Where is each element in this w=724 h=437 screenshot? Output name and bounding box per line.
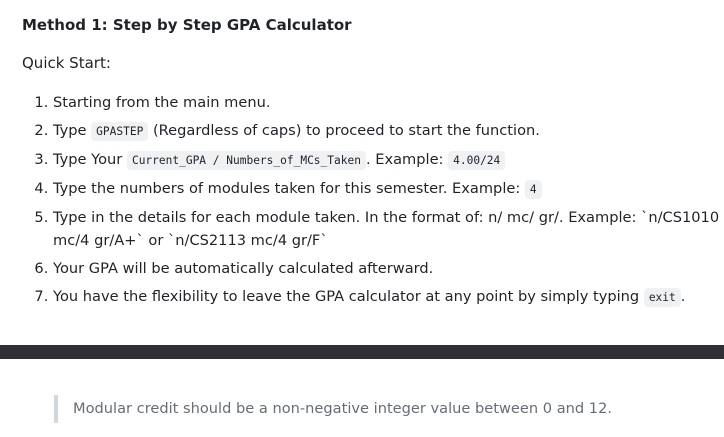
steps-list: [20, 91, 724, 314]
step-item-4: [53, 177, 724, 201]
step-2-code: GPASTEP: [91, 122, 148, 141]
step-6-text: Your GPA will be automatically calculated afterward.: [53, 260, 434, 277]
step-4-code: 4: [525, 180, 542, 199]
step-item-5: [53, 206, 724, 252]
quick-start-label: Quick Start:: [22, 54, 111, 72]
step-4-text: Type the numbers of modules taken for this semester. Example:: [53, 180, 525, 197]
note-text: Modular credit should be a non-negative integer value between 0 and 12.: [73, 400, 612, 417]
step-2-text: Type: [53, 122, 92, 139]
step-3-code: Current_GPA / Numbers_of_MCs_Taken: [127, 151, 366, 170]
step-5-text: Type in the details for each module taken. In the format of: n/ mc/ gr/. Example: `n/CS1010 mc/4 gr/A+` or `n/CS2113 mc/4 gr/F`: [53, 209, 720, 249]
step-1-text: Starting from the main menu.: [53, 94, 271, 111]
step-7-text: You have the flexibility to leave the GPA calculator at any point by simply typing: [53, 288, 644, 305]
step-3-text-mid: . Example:: [365, 151, 449, 168]
step-item-3: [53, 148, 724, 172]
step-item-6: [53, 257, 724, 280]
step-3-example-code: 4.00/24: [448, 151, 505, 170]
section-heading: Method 1: Step by Step GPA Calculator: [22, 16, 352, 34]
step-item-7: [53, 285, 724, 309]
step-3-text: Type Your: [53, 151, 127, 168]
step-7-text-after: .: [680, 288, 686, 305]
step-7-code: exit: [644, 288, 681, 307]
note-blockquote: [54, 395, 612, 423]
step-2-text-after: (Regardless of caps) to proceed to start the function.: [148, 122, 540, 139]
horizontal-rule: [0, 345, 724, 359]
step-item-1: [53, 91, 724, 114]
step-item-2: [53, 119, 724, 143]
